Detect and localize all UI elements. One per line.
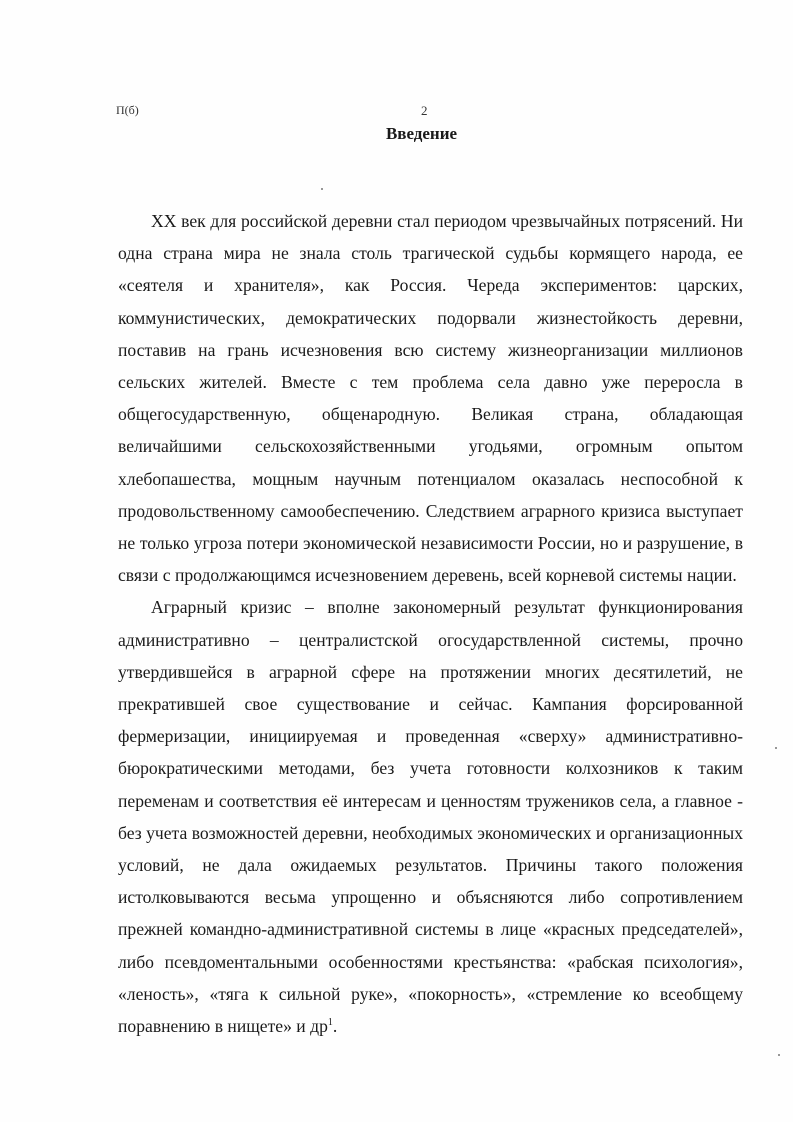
body-text xyxy=(118,205,743,1042)
page-title: Введение xyxy=(385,124,458,143)
scan-speck xyxy=(775,747,777,749)
corner-mark: П(б) xyxy=(116,103,139,117)
paragraph-1: XX век для российской деревни стал периодом чрезвычайных потрясений. Ни одна страна мира не знала столь трагической судьбы кормящего народа, ее «сеятеля и хранителя», как Россия. Череда экспериментов: царских, коммунистических, демократических подорвали жизнестойкость деревни, поставив на грань исчезновения всю систему жизнеорганизации миллионов сельских жителей. Вместе с тем проблема села давно уже переросла в общегосударственную, общенародную. Великая страна, обладающая величайшими сельскохозяйственными угодьями, огромным опытом хлебопашества, мощным научным потенциалом оказалась неспособной к продовольственному самообеспечению. Следствием аграрного кризиса выступает не только угроза потери экономической независимости России, но и разрушение, в связи с продолжающимся исчезновением деревень, всей корневой системы нации. xyxy=(118,211,743,586)
footnote-reference: 1 xyxy=(327,1017,333,1029)
paragraph-2-end: . xyxy=(332,1016,338,1037)
scan-speck xyxy=(778,1054,780,1056)
paragraph-2-text: Аграрный кризис – вполне закономерный результат функционирования административно – централистской огосударствленной системы, прочно утвердившейся в аграрной сфере на протяжении многих десятилетий, не прекратившей свое существование и сейчас. Кампания форсированной фермеризации, инициируемая и проведенная «сверху» административно-бюрократическими методами, без учета готовности колхозников к таким переменам и соответствия её интересам и ценностям тружеников села, а главное - без учета возможностей деревни, необходимых экономических и организационных условий, не дала ожидаемых результатов. Причины такого положения истолковываются весьма упрощенно и объясняются либо сопротивлением прежней командно-административной системы в лице «красных председателей», либо псевдоментальными особенностями крестьянства: «рабская психология», «леность», «тяга к сильной руке», «покорность», «стремление ко всеобщему поравнению в нищете» и др xyxy=(118,597,743,1037)
scan-speck xyxy=(321,188,323,190)
page-number: 2 xyxy=(421,103,428,118)
paragraph-2 xyxy=(118,591,743,1042)
